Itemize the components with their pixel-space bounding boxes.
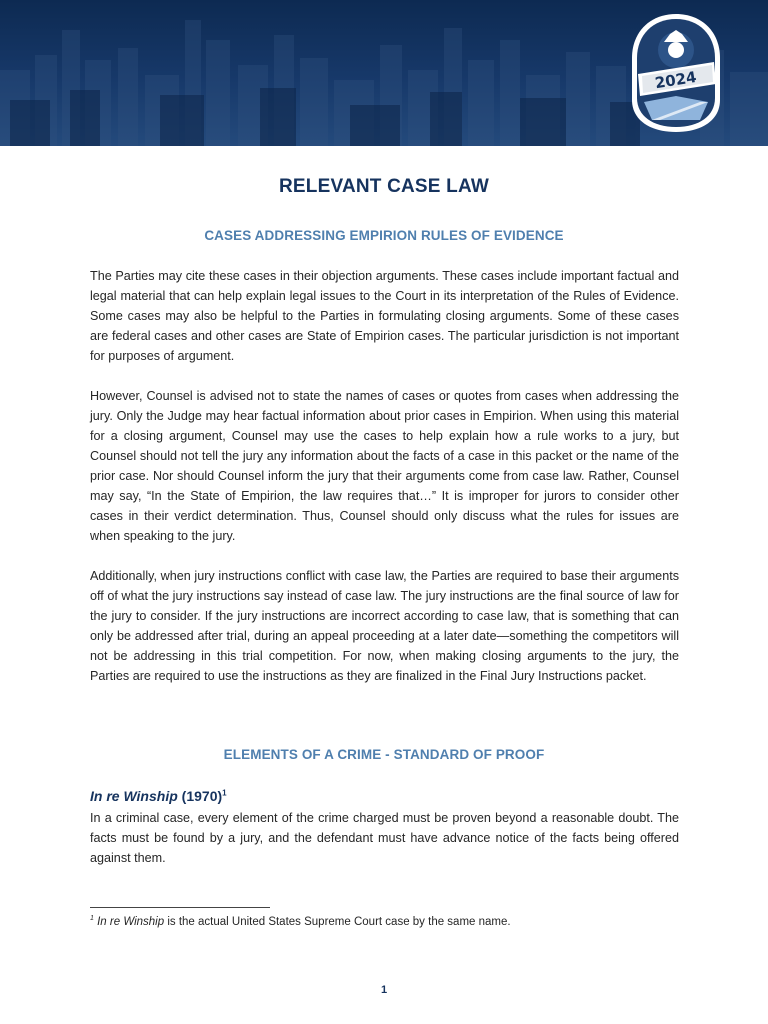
case-summary: In a criminal case, every element of the crime charged must be proven beyond a reasonable doubt. The facts must be found by a jury, and the defendant must have advance notice of the facts being offered against them. — [90, 811, 679, 865]
header-banner — [0, 0, 768, 146]
section-heading-standard-of-proof: ELEMENTS OF A CRIME - STANDARD OF PROOF — [223, 747, 545, 762]
badge-year: 2024 — [653, 67, 698, 93]
footnote-divider — [90, 907, 270, 908]
footnote-number: 1 — [90, 915, 94, 922]
footnote-case-name: In re Winship — [97, 915, 165, 928]
case-name: In re Winship — [90, 788, 178, 804]
case-heading — [90, 788, 227, 804]
paragraph-cite-cases: The Parties may cite these cases in their objection arguments. These cases include important factual and legal material that can help explain legal issues to the Court in its interpretation of the Rules of Evidence. Some cases may also be helpful to the Parties in formulating closing arguments. Some of these cases are federal cases and other cases are State of Empirion cases. The particular jurisdiction is not important for purposes of argument. — [90, 269, 679, 363]
section-heading-evidence: CASES ADDRESSING EMPIRION RULES OF EVIDENCE — [204, 228, 564, 243]
paragraph-counsel-advice: However, Counsel is advised not to state the names of cases or quotes from cases when addressing the jury. Only the Judge may hear factual information about prior cases in Empirion. When using this material for a closing argument, Counsel may use the cases to help explain how a rule works to a jury, but Counsel should not tell the jury any information about the facts of a case in this packet or the name of the prior case. Nor should Counsel inform the jury that their arguments come from case law. Rather, Counsel may say, “In the State of Empirion, the law requires that…” It is improper for jurors to consider other cases in their verdict determination. Thus, Counsel should only discuss what the rules for issues are when speaking to the jury. — [90, 389, 679, 543]
page-number: 1 — [380, 984, 388, 996]
paragraph-jury-instructions: Additionally, when jury instructions conflict with case law, the Parties are required to base their arguments off of what the jury instructions say instead of case law. The jury instructions are the final source of law for the jury to consider. If the jury instructions are incorrect according to case law, that is something that can only be addressed after trial, during an appeal proceeding at a later date—something the competitors will not be addressing in this trial competition. For now, when making closing arguments to the jury, the Parties are required to use the instructions as they are finalized in the Final Jury Instructions packet. — [90, 569, 679, 683]
footnote-text: is the actual United States Supreme Court case by the same name. — [164, 915, 511, 928]
case-year: (1970) — [181, 788, 223, 804]
footnote — [90, 915, 511, 928]
competition-badge-logo — [630, 12, 722, 134]
footnote-ref: 1 — [222, 788, 227, 798]
page-title: RELEVANT CASE LAW — [279, 176, 489, 197]
